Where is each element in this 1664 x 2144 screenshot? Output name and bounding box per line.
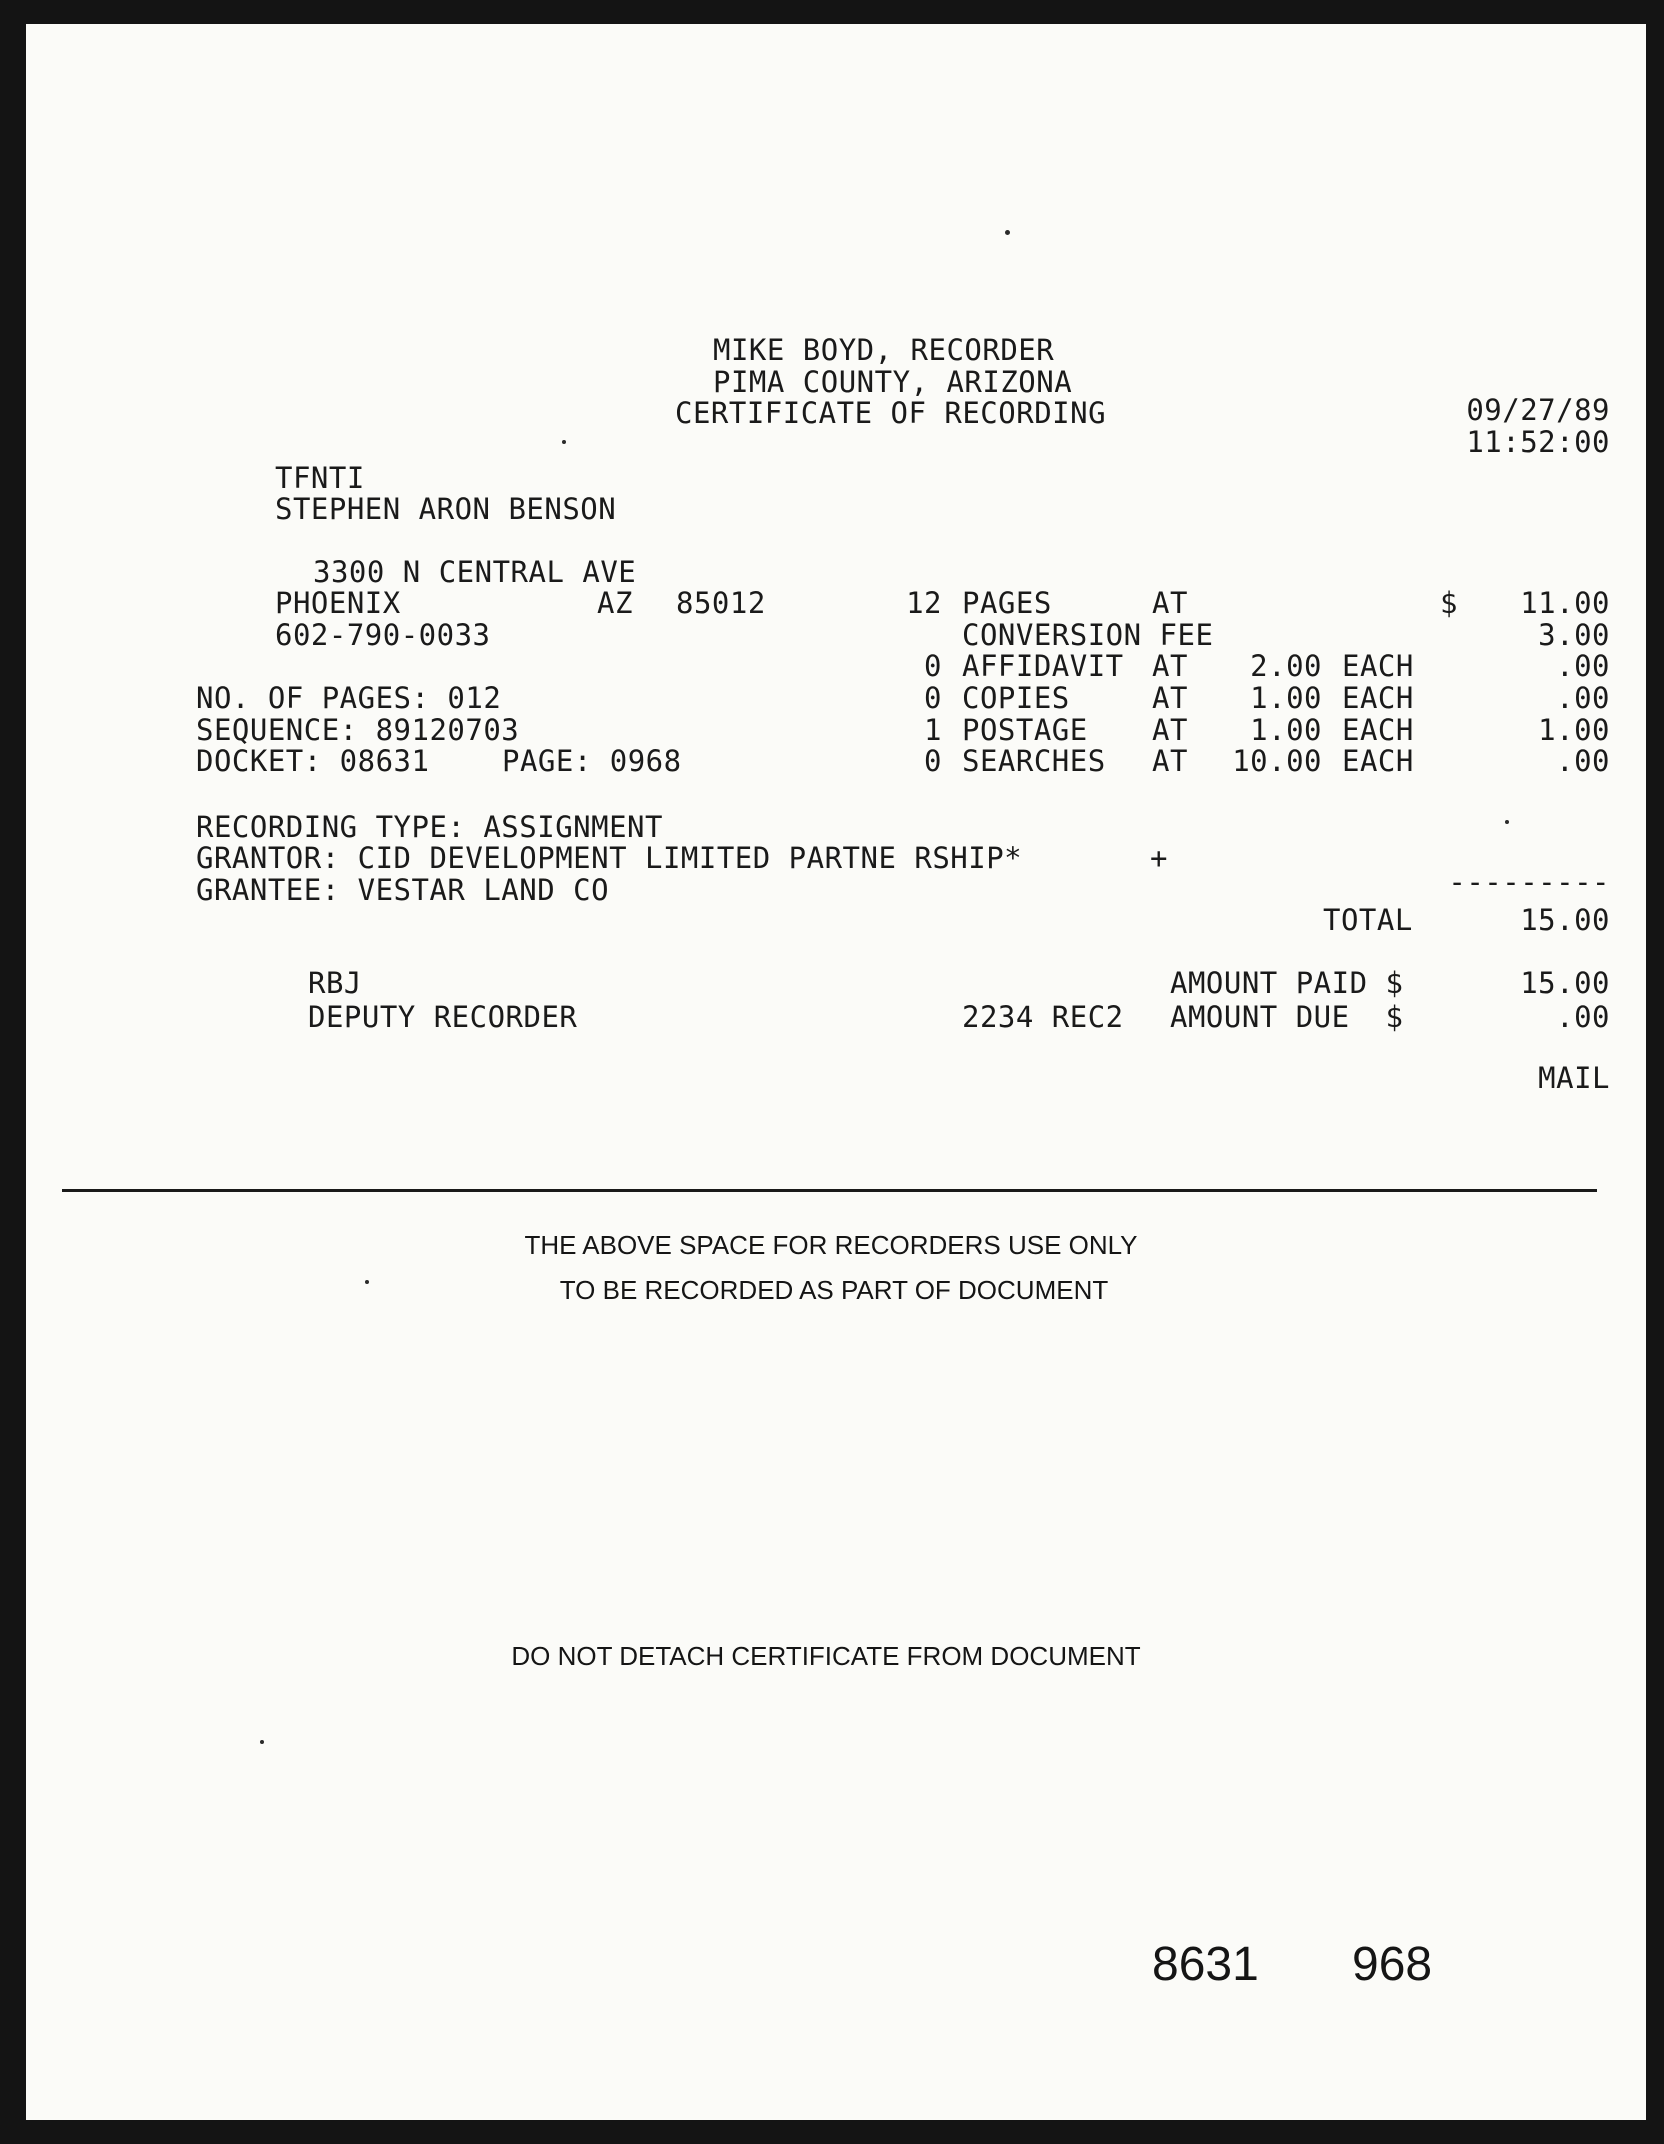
- fee-amount: .00: [1556, 649, 1610, 683]
- fee-item: SEARCHES: [962, 744, 1106, 778]
- certificate-title: CERTIFICATE OF RECORDING: [675, 396, 1107, 430]
- docket-number: DOCKET: 08631: [196, 744, 430, 778]
- fee-item: COPIES: [962, 681, 1070, 715]
- fee-dollar-sign: $: [1440, 586, 1458, 620]
- fee-qty: 0: [924, 744, 942, 778]
- recorder-use-notice: THE ABOVE SPACE FOR RECORDERS USE ONLY: [524, 1230, 1138, 1260]
- number-of-pages: NO. OF PAGES: 012: [196, 681, 502, 715]
- deputy-title: DEPUTY RECORDER: [308, 1000, 578, 1034]
- recording-time: 11:52:00: [1466, 425, 1610, 459]
- fee-each: EACH: [1342, 744, 1414, 778]
- part-of-document-notice: TO BE RECORDED AS PART OF DOCUMENT: [559, 1275, 1109, 1305]
- fee-item: CONVERSION FEE: [962, 618, 1214, 652]
- do-not-detach-notice: DO NOT DETACH CERTIFICATE FROM DOCUMENT: [511, 1641, 1141, 1671]
- fee-at: AT: [1152, 744, 1188, 778]
- fee-amount: 3.00: [1538, 618, 1610, 652]
- grantee: GRANTEE: VESTAR LAND CO: [196, 873, 610, 907]
- fee-amount: 1.00: [1538, 713, 1610, 747]
- fee-at: AT: [1152, 713, 1188, 747]
- recording-date: 09/27/89: [1466, 393, 1610, 427]
- party-state: AZ: [597, 586, 633, 620]
- amount-paid: 15.00: [1520, 966, 1610, 1000]
- deputy-initials: RBJ: [308, 966, 362, 1000]
- scan-speck: [260, 1740, 264, 1744]
- fee-at: AT: [1152, 681, 1188, 715]
- recorder-name: MIKE BOYD, RECORDER: [713, 333, 1055, 367]
- scan-speck: [562, 440, 566, 444]
- total-amount: 15.00: [1520, 903, 1610, 937]
- delivery-method: MAIL: [1538, 1061, 1610, 1095]
- party-street: 3300 N CENTRAL AVE: [313, 555, 637, 589]
- fee-each: EACH: [1342, 713, 1414, 747]
- scan-speck: [1505, 820, 1509, 824]
- fee-amount: 11.00: [1520, 586, 1610, 620]
- party-name: STEPHEN ARON BENSON: [275, 492, 617, 526]
- fee-rate: 1.00: [1250, 713, 1322, 747]
- sequence-number: SEQUENCE: 89120703: [196, 713, 520, 747]
- fee-item: PAGES: [962, 586, 1052, 620]
- county-name: PIMA COUNTY, ARIZONA: [713, 365, 1073, 399]
- fee-qty: 0: [924, 681, 942, 715]
- fee-rate: 1.00: [1250, 681, 1322, 715]
- stamp-docket-number: 8631: [1152, 1938, 1259, 1991]
- fee-item: AFFIDAVIT: [962, 649, 1124, 683]
- fee-each: EACH: [1342, 649, 1414, 683]
- scan-speck: [365, 1280, 369, 1284]
- grantor: GRANTOR: CID DEVELOPMENT LIMITED PARTNE RSHIP*: [196, 841, 1023, 875]
- party-code: TFNTI: [275, 461, 365, 495]
- amount-paid-label: AMOUNT PAID $: [1170, 966, 1404, 1000]
- fee-at: AT: [1152, 586, 1188, 620]
- fee-rate: 10.00: [1232, 744, 1322, 778]
- amount-due-label: AMOUNT DUE $: [1170, 1000, 1404, 1034]
- fee-each: EACH: [1342, 681, 1414, 715]
- divider-line: [62, 1189, 1597, 1192]
- amount-due: .00: [1556, 1000, 1610, 1034]
- fee-at: AT: [1152, 649, 1188, 683]
- fee-rate: 2.00: [1250, 649, 1322, 683]
- fee-qty: 1: [924, 713, 942, 747]
- fee-amount: .00: [1556, 744, 1610, 778]
- total-label: TOTAL: [1323, 903, 1413, 937]
- fee-qty: 12: [906, 586, 942, 620]
- recording-type: RECORDING TYPE: ASSIGNMENT: [196, 810, 663, 844]
- station-code: 2234 REC2: [962, 1000, 1124, 1034]
- docket-page: PAGE: 0968: [502, 744, 682, 778]
- grantor-mark: +: [1150, 841, 1168, 875]
- fee-qty: 0: [924, 649, 942, 683]
- party-city: PHOENIX: [275, 586, 401, 620]
- party-phone: 602-790-0033: [275, 618, 491, 652]
- scan-speck: [1005, 230, 1010, 235]
- total-separator: ---------: [1448, 865, 1610, 899]
- party-zip: 85012: [676, 586, 766, 620]
- fee-item: POSTAGE: [962, 713, 1088, 747]
- fee-amount: .00: [1556, 681, 1610, 715]
- stamp-page-number: 968: [1352, 1938, 1433, 1991]
